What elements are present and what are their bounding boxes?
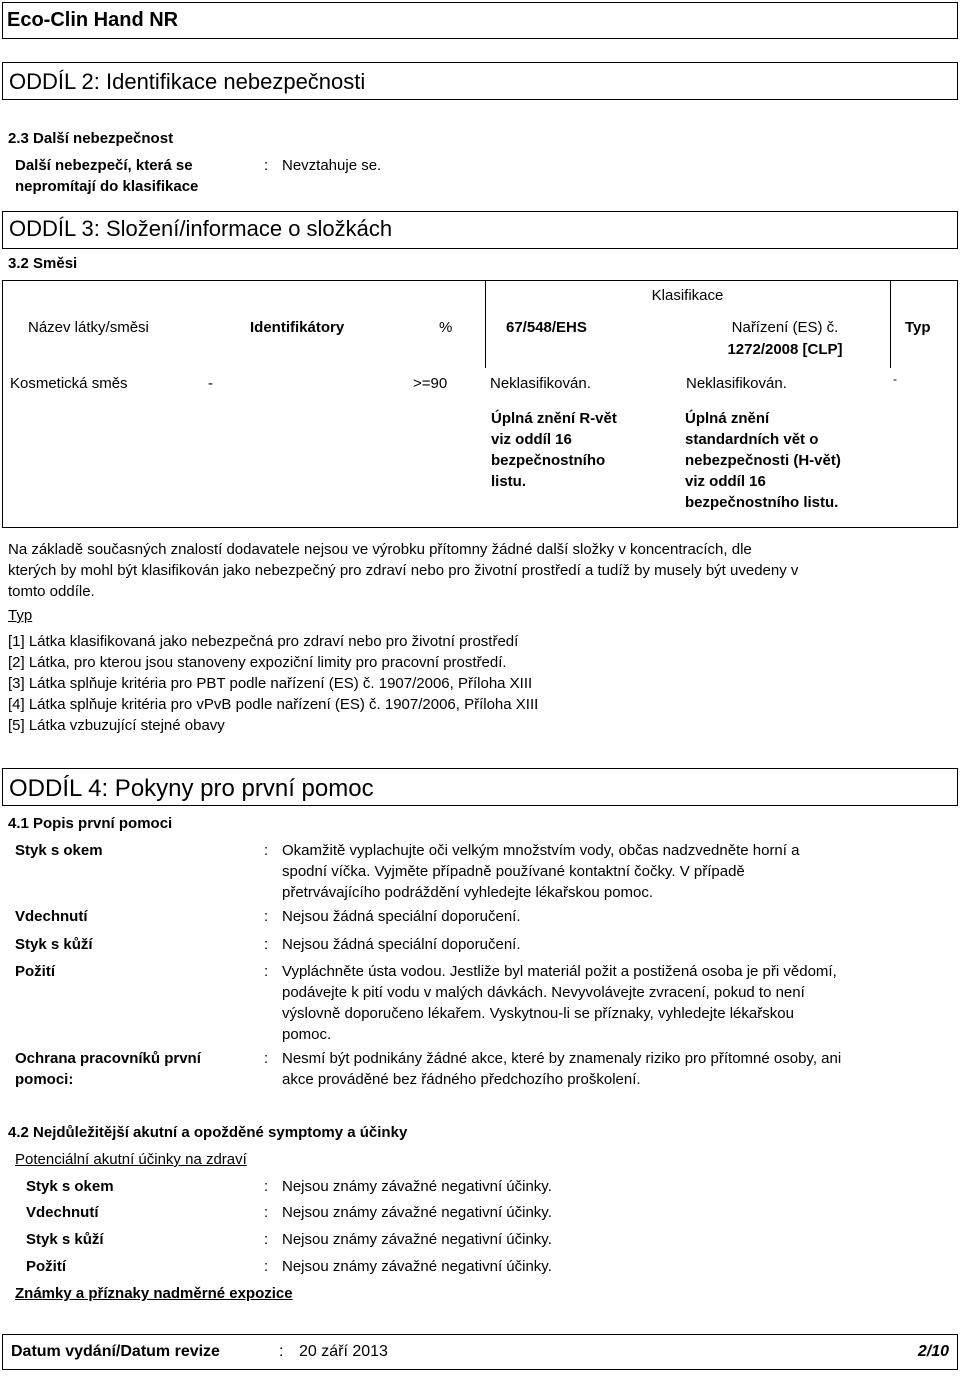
note-eec-line: listu. — [491, 473, 527, 490]
fa-value-line: spodní víčka. Vyjměte případně používané kontaktní čočky. V případě — [282, 863, 745, 880]
type-heading: Typ — [8, 607, 33, 624]
fa-label-skin: Styk s kůží — [15, 936, 93, 953]
fa-colon: : — [264, 963, 269, 980]
table-row-ids: - — [208, 375, 213, 392]
fa-label-protection — [15, 1048, 201, 1090]
other-hazards-colon: : — [264, 157, 269, 174]
fa-label-eye: Styk s okem — [15, 842, 103, 859]
table-note-eec — [491, 408, 617, 492]
table-border-bottom — [2, 527, 958, 528]
table-group-right — [890, 280, 891, 368]
acute-value-ingestion: Nejsou známy závažné negativní účinky. — [282, 1258, 552, 1275]
fa-value-line: výslovně doporučeno lékařem. Vyskytnou-li se příznaky, vyhledejte lékařskou — [282, 1005, 794, 1022]
fa-colon: : — [264, 842, 269, 859]
fa-value-ingestion — [282, 961, 837, 1045]
acute-label-skin: Styk s kůží — [26, 1231, 104, 1248]
type-list-item: [2] Látka, pro kterou jsou stanoveny expoziční limity pro pracovní prostředí. — [8, 654, 507, 671]
note-clp-line: viz oddíl 16 — [685, 473, 766, 490]
fa-colon: : — [264, 908, 269, 925]
footer-colon: : — [279, 1343, 284, 1360]
other-hazards-label-1: Další nebezpečí, která se — [15, 157, 193, 174]
acute-colon: : — [264, 1258, 269, 1275]
table-col-pct: % — [439, 319, 453, 336]
type-list-item: [1] Látka klasifikovaná jako nebezpečná pro zdraví nebo pro životní prostředí — [8, 633, 519, 650]
fa-colon: : — [264, 936, 269, 953]
table-row-clp: Neklasifikován. — [686, 375, 787, 392]
paragraph-line: tomto oddíle. — [8, 583, 95, 600]
acute-label-inhalation: Vdechnutí — [26, 1204, 99, 1221]
other-hazards-label-2: nepromítají do klasifikace — [15, 178, 199, 195]
table-col-eec: 67/548/EHS — [506, 319, 587, 336]
note-clp-line: standardních vět o — [685, 431, 819, 448]
section4-sub-42: 4.2 Nejdůležitější akutní a opožděné symptomy a účinky — [8, 1124, 408, 1141]
fa-value-line: pomoc. — [282, 1026, 332, 1043]
table-col-clp-1: Nařízení (ES) č. — [731, 319, 839, 336]
note-clp-line: nebezpečnosti (H-vět) — [685, 452, 841, 469]
table-border-left — [2, 280, 3, 527]
fa-value-inhalation: Nejsou žádná speciální doporučení. — [282, 908, 521, 925]
acute-colon: : — [264, 1178, 269, 1195]
section4-sub-41: 4.1 Popis první pomoci — [8, 815, 173, 832]
overexposure-heading: Známky a příznaky nadměrné expozice — [15, 1285, 293, 1302]
fa-value-line: Nesmí být podnikány žádné akce, které by znamenaly riziko pro přítomné osoby, ani — [282, 1050, 842, 1067]
note-clp-line: bezpečnostního listu. — [685, 494, 839, 511]
section2-title-box — [2, 62, 958, 100]
fa-label-line: Ochrana pracovníků první — [15, 1050, 201, 1067]
table-col-type: Typ — [905, 319, 931, 336]
fa-colon: : — [264, 1050, 269, 1067]
table-row-name: Kosmetická směs — [10, 375, 128, 392]
type-list-item: [5] Látka vzbuzující stejné obavy — [8, 717, 225, 734]
acute-colon: : — [264, 1204, 269, 1221]
other-hazards-value: Nevztahuje se. — [282, 157, 382, 174]
acute-heading: Potenciální akutní účinky na zdraví — [15, 1151, 247, 1168]
table-row-pct: >=90 — [413, 375, 448, 392]
fa-label-ingestion: Požití — [15, 963, 55, 980]
acute-label-eye: Styk s okem — [26, 1178, 114, 1195]
section4-title-box — [2, 768, 958, 806]
note-eec-line: Úplná znění R-vět — [491, 410, 617, 427]
table-row-type: - — [893, 372, 897, 386]
fa-value-line: Okamžitě vyplachujte oči velkým množstvím vody, občas nadzvedněte horní a — [282, 842, 800, 859]
fa-label-inhalation: Vdechnutí — [15, 908, 88, 925]
composition-paragraph — [8, 539, 798, 602]
note-eec-line: viz oddíl 16 — [491, 431, 572, 448]
table-header-klasifikace: Klasifikace — [651, 287, 724, 304]
section3-title-box — [2, 211, 958, 249]
table-row-eec: Neklasifikován. — [490, 375, 591, 392]
type-list — [8, 631, 538, 736]
footer-date-value: 20 září 2013 — [299, 1343, 388, 1360]
table-note-clp — [685, 408, 841, 513]
acute-value-skin: Nejsou známy závažné negativní účinky. — [282, 1231, 552, 1248]
fa-value-protection — [282, 1048, 841, 1090]
acute-colon: : — [264, 1231, 269, 1248]
fa-value-line: přetrvávajícího podráždění vyhledejte lékařskou pomoc. — [282, 884, 654, 901]
acute-value-inhalation: Nejsou známy závažné negativní účinky. — [282, 1204, 552, 1221]
table-col-clp-2: 1272/2008 [CLP] — [727, 341, 843, 358]
acute-label-ingestion: Požití — [26, 1258, 66, 1275]
fa-value-line: akce prováděné bez řádného předchozího proškolení. — [282, 1071, 641, 1088]
table-border-right — [957, 280, 958, 527]
fa-value-eye — [282, 840, 799, 903]
table-col-name: Název látky/směsi — [28, 319, 149, 336]
fa-value-line: podávejte k pití vodu v malých dávkách. Nevyvolávejte zvracení, pokud to není — [282, 984, 805, 1001]
paragraph-line: kterých by mohl být klasifikován jako nebezpečný pro zdraví nebo pro životní prostředí a tudíž by musely být uvedeny v — [8, 562, 799, 579]
fa-value-skin: Nejsou žádná speciální doporučení. — [282, 936, 521, 953]
footer-page: 2/10 — [917, 1343, 949, 1360]
section3-title: ODDÍL 3: Složení/informace o složkách — [9, 216, 393, 241]
acute-value-eye: Nejsou známy závažné negativní účinky. — [282, 1178, 552, 1195]
note-clp-line: Úplná znění — [685, 410, 770, 427]
paragraph-line: Na základě současných znalostí dodavatele nejsou ve výrobku přítomny žádné další složky v koncentracích, dle — [8, 541, 752, 558]
footer-date-label: Datum vydání/Datum revize — [11, 1343, 220, 1360]
table-border-top — [2, 280, 958, 281]
header-box — [2, 2, 958, 39]
section3-subtitle: 3.2 Směsi — [8, 255, 78, 272]
table-col-ids: Identifikátory — [250, 319, 345, 336]
footer-box — [2, 1334, 958, 1370]
fa-label-line: pomoci: — [15, 1071, 74, 1088]
type-list-item: [4] Látka splňuje kritéria pro vPvB podle nařízení (ES) č. 1907/2006, Příloha XIII — [8, 696, 539, 713]
section2-subtitle: 2.3 Další nebezpečnost — [8, 130, 174, 147]
section4-title: ODDÍL 4: Pokyny pro první pomoc — [9, 775, 374, 802]
note-eec-line: bezpečnostního — [491, 452, 606, 469]
section2-title: ODDÍL 2: Identifikace nebezpečnosti — [9, 69, 366, 94]
fa-value-line: Vypláchněte ústa vodou. Jestliže byl materiál požit a postižená osoba je při vědomí, — [282, 963, 837, 980]
type-list-item: [3] Látka splňuje kritéria pro PBT podle nařízení (ES) č. 1907/2006, Příloha XIII — [8, 675, 533, 692]
product-name: Eco-Clin Hand NR — [7, 9, 179, 31]
